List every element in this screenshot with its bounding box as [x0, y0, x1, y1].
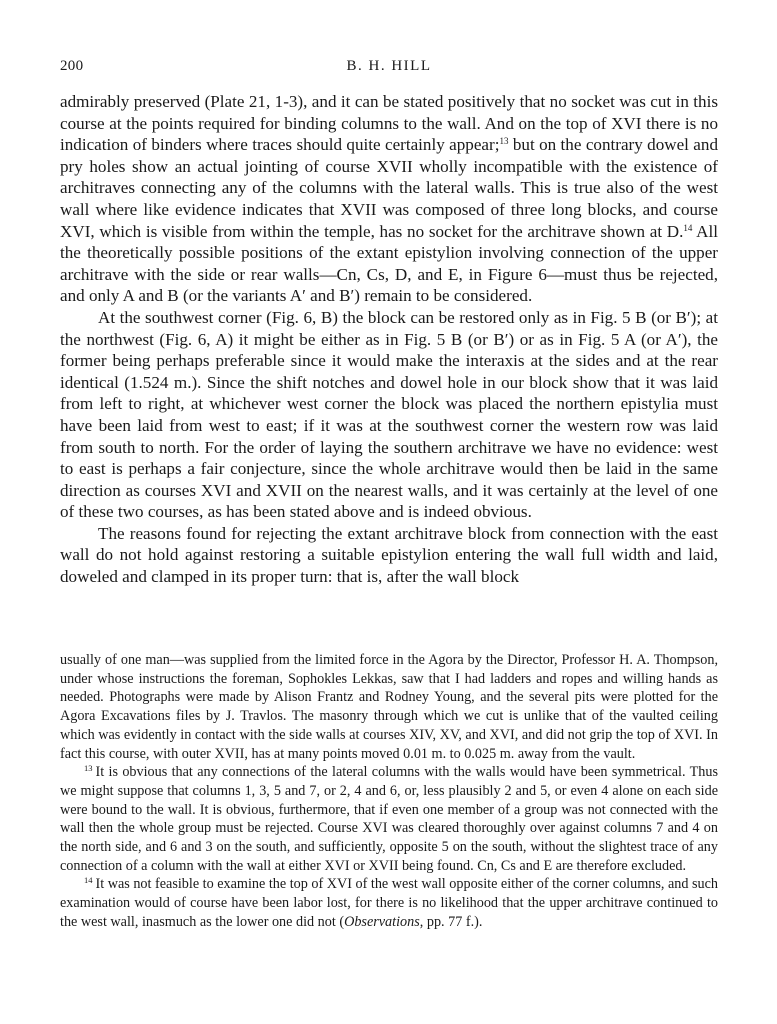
footnote-text: , pp. 77 f.). — [419, 913, 483, 930]
paragraph: The reasons found for rejecting the extant architrave block from connection with the east wall do not hold against restoring a suitable epistylion entering the wall full width and laid, doweled and clamped in its proper turn: that is, after the wall block — [60, 523, 718, 587]
paragraph-text: admirably preserved (Plate 21, 1-3), and it can be stated positively that no socket was cut in this course at the points required for binding columns to the wall. And on the top of XVI there is no indication of binders where traces should quite certainly appear; — [60, 92, 718, 155]
footnote-citation: Observations — [344, 913, 420, 930]
footnote-number: 14 — [84, 875, 93, 886]
body-text — [60, 91, 718, 588]
footnote-text: It was not feasible to examine the top of XVI of the west wall opposite either of the corner columns, and such examination would of course have been labor lost, for there is no likelihood that the upper architrave continued to the west wall, inasmuch as the lower one did not ( — [60, 876, 718, 930]
running-title: B. H. HILL — [346, 58, 432, 74]
footnote-14 — [60, 875, 718, 931]
page-number: 200 — [60, 58, 84, 74]
footnotes — [60, 651, 718, 932]
footnote-text: It is obvious that any connections of the lateral columns with the walls would have been symmetrical. Thus we might suppose that columns 1, 3, 5 and 7, or 2, 4 and 6, or, less plausibly 2 and 5, or even 4 alone on each side were bound to the wall. It is obvious, furthermore, that if even one member of a group was not connected with the wall then the whole group must be rejected. Course XVI was cleared thoroughly over against columns 7 and 4 on the north side, and 6 and 3 on the south, and sufficiently, opposite 5 on the south, without the slightest trace of any connection of a column with the wall at either XVI or XVII being found. Cn, Cs and E are therefore excluded. — [60, 764, 718, 874]
footnote-ref-14: 14 — [683, 222, 693, 233]
footnote-13 — [60, 763, 718, 875]
running-head — [60, 58, 718, 80]
footnote-ref-13: 13 — [499, 136, 509, 147]
paragraph-text: All the theoretically possible positions of the extant epistylion involving connection of the upper architrave with the side or rear walls—Cn, Cs, D, and E, in Figure 6—must thus be rejected, and only A and B (or the variants A′ and B′) remain to be considered. — [60, 221, 718, 306]
paragraph — [60, 91, 718, 307]
paragraph-text: but on the contrary dowel and pry holes show an actual jointing of course XVII wholly incompatible with the existence of architraves connecting any of the columns with the lateral walls. This is true also of the west wall where like evidence indicates that XVII was composed of three long blocks, and course XVI, which is visible from within the temple, has no socket for the architrave shown at D. — [60, 135, 718, 241]
footnote-continuation: usually of one man—was supplied from the limited force in the Agora by the Director, Professor H. A. Thompson, under whose instructions the foreman, Sophokles Lekkas, saw that I had ladders and ropes and willing hands as needed. Photographs were made by Alison Frantz and Rodney Young, and the several pits were plotted for the Agora Excavations files by J. Travlos. The masonry through which we cut is unlike that of the vaulted ceiling which was evidently in contact with the side walls at courses XIV, XV, and XVI, and did not grip the top of XVI. In fact this course, with outer XVII, has at many points moved 0.01 m. to 0.025 m. away from the vault. — [60, 652, 718, 762]
paragraph: At the southwest corner (Fig. 6, B) the block can be restored only as in Fig. 5 B (or B′); at the northwest (Fig. 6, A) it might be either as in Fig. 5 B (or B′) or as in Fig. 5 A (or A′), the former being perhaps preferable since it would make the interaxis at the sides and at the rear identical (1.524 m.). Since the shift notches and dowel hole in our block show that it was laid from left to right, at whichever west corner the block was placed the northern epistylia must have been laid from west to east; if it was at the southwest corner the western row was laid from south to north. For the order of laying the southern architrave we have no evidence: west to east is perhaps a fair conjecture, since the whole architrave would then be laid in the same direction as courses XVI and XVII on the nearest walls, and it was certainly at the level of one of these two courses, as has been stated above and is indeed obvious. — [60, 307, 718, 522]
footnote-number: 13 — [84, 763, 93, 774]
